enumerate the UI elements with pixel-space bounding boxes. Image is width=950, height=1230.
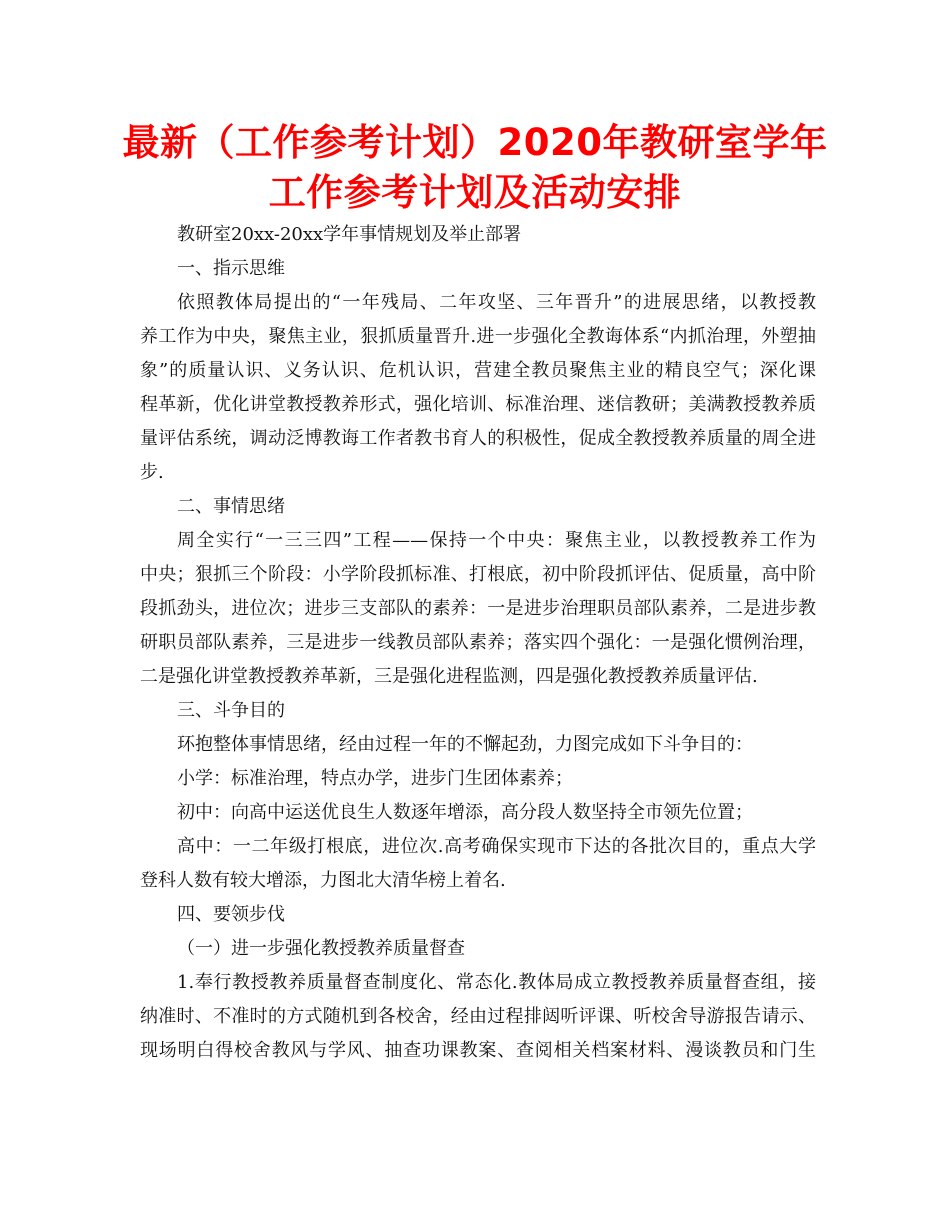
title-line-2: 工作参考计划及活动安排 [268,171,682,214]
text-line: 研职员部队素养，三是进步一线教员部队素养；落实四个强化：一是强化惯例治理， [140,632,816,653]
text-line: 二是强化讲堂教授教养革新，三是强化进程监测，四是强化教授教养质量评估. [140,666,758,687]
document-body [140,218,816,1068]
text-line: 段抓劲头，进位次；进步三支部队的素养：一是进步治理职员部队素养，二是进步教 [140,598,816,619]
text-line: 养工作为中央，聚焦主业，狠抓质量晋升.进一步强化全教诲体系“内抓治理，外塑抽 [140,326,816,347]
text-line: 一、指示思维 [177,258,285,279]
text-line: 中央；狠抓三个阶段：小学阶段抓标准、打根底，初中阶段抓评估、促质量，高中阶 [140,564,816,585]
text-line: 现场明白得校舍教风与学风、抽查功课教案、查阅相关档案材料、漫谈教员和门生 [140,1040,816,1061]
text-line: 量评估系统，调动泛博教诲工作者教书育人的积极性，促成全教授教养质量的周全进 [140,428,816,449]
title-line-1: 最新（工作参考计划）2020年教研室学年 [122,121,828,164]
text-line: 登科人数有较大增添，力图北大清华榜上着名. [140,870,506,891]
text-line: 依照教体局提出的“一年残局、二年攻坚、三年晋升”的进展思绪，以教授教 [177,292,816,313]
text-line: 高中：一二年级打根底，进位次.高考确保实现市下达的各批次目的，重点大学 [177,836,816,857]
text-line: 步. [140,462,164,483]
text-line: 二、事情思绪 [177,496,285,517]
text-line: 四、要领步伐 [177,904,285,925]
text-line: 纳准时、不准时的方式随机到各校舍，经由过程排闼听评课、听校舍导游报告请示、 [140,1006,816,1027]
document-title [0,118,950,218]
text-line: 小学：标准治理，特点办学，进步门生团体素养； [177,768,573,789]
text-line: 周全实行“一三三四”工程——保持一个中央：聚焦主业，以教授教养工作为 [177,530,816,551]
text-line: 程革新，优化讲堂教授教养形式，强化培训、标准治理、迷信教研；美满教授教养质 [140,394,816,415]
text-line: 教研室20xx-20xx学年事情规划及举止部署 [177,224,522,245]
text-line: （一）进一步强化教授教养质量督查 [177,938,465,959]
text-line: 象”的质量认识、义务认识、危机认识，营建全教员聚焦主业的精良空气；深化课 [140,360,816,381]
text-line: 初中：向高中运送优良生人数逐年增添，高分段人数坚持全市领先位置； [177,802,753,823]
text-line: 三、斗争目的 [177,700,285,721]
text-line: 1.奉行教授教养质量督查制度化、常态化.教体局成立教授教养质量督查组，接 [177,972,816,993]
text-line: 环抱整体事情思绪，经由过程一年的不懈起劲，力图完成如下斗争目的： [177,734,753,755]
